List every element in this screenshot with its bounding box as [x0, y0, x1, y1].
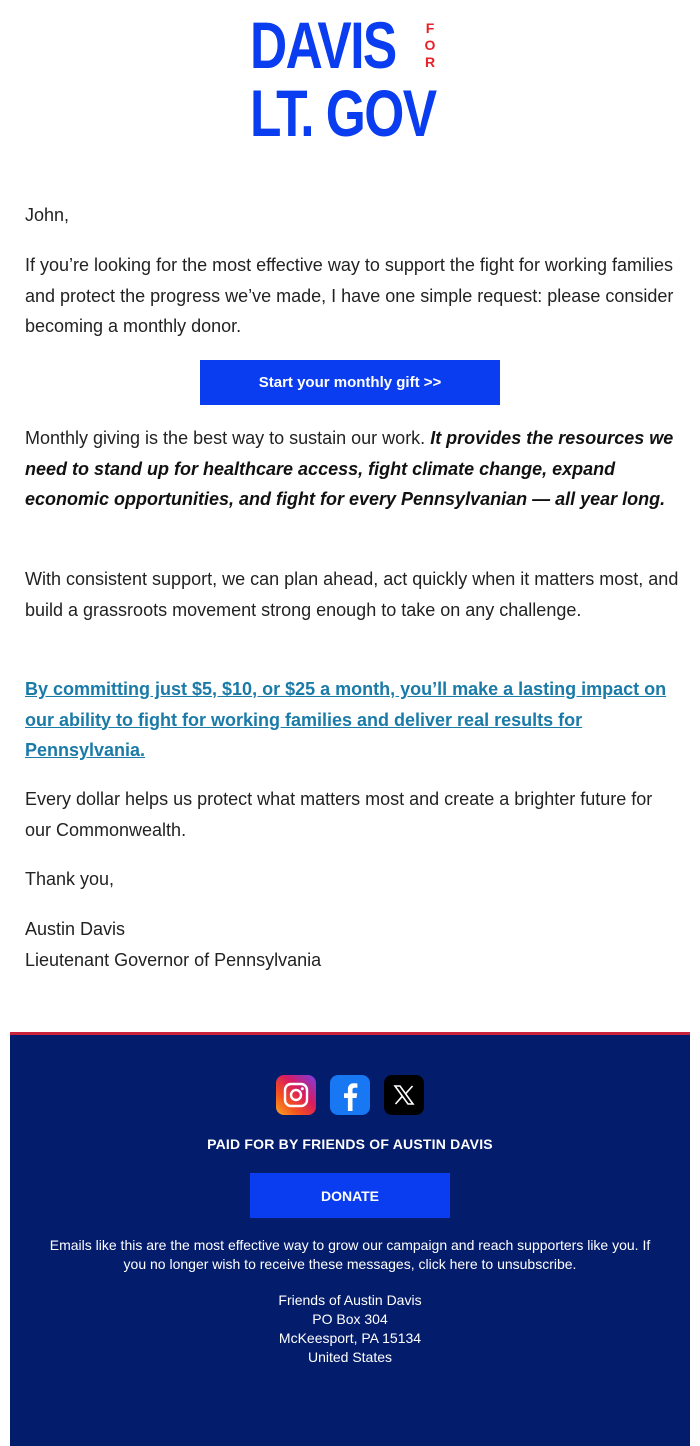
support-paragraph: With consistent support, we can plan ahead, act quickly when it matters most, and build a grassroots movement strong enough to take on any challenge. [25, 569, 679, 620]
every-dollar-paragraph: Every dollar helps us protect what matters most and create a brighter future for our Commonwealth. [25, 789, 653, 840]
paid-for-disclaimer: PAID FOR BY FRIENDS OF AUSTIN DAVIS [207, 1136, 493, 1152]
address-line: Friends of Austin Davis [278, 1292, 422, 1308]
emphasis-text: It provides the resources we need to stand up for healthcare access, fight climate change, expand economic opportunities, and fight for every Pennsylvanian — all year long. [25, 428, 674, 509]
closing: Thank you, [25, 869, 115, 889]
donation-link-paragraph [25, 674, 680, 766]
signature-name: Austin Davis [25, 919, 126, 939]
logo-line-lt-gov: LT. GOV [250, 76, 436, 150]
address-line: PO Box 304 [312, 1311, 388, 1327]
signature [25, 914, 680, 975]
greeting: John, [25, 205, 70, 225]
logo-line-davis: DAVIS [250, 8, 396, 82]
facebook-icon[interactable] [330, 1075, 370, 1115]
address-line: United States [307, 1349, 393, 1365]
start-monthly-gift-button[interactable]: Start your monthly gift >> [200, 360, 500, 405]
logo-for-letter: F [425, 20, 435, 36]
unsubscribe-text[interactable]: Emails like this are the most effective way to grow our campaign and reach supporters like you. If you no longer wish to receive these messages, click here to unsubscribe. [49, 1237, 651, 1272]
donation-amounts-link[interactable]: By committing just $5, $10, or $25 a month, you’ll make a lasting impact on our ability to fight for working families and deliver real results for Pennsylvania. [25, 679, 667, 760]
monthly-giving-paragraph [25, 423, 680, 515]
instagram-icon[interactable] [276, 1075, 316, 1115]
social-links [10, 1075, 690, 1115]
address-line: McKeesport, PA 15134 [278, 1330, 422, 1346]
x-icon[interactable] [384, 1075, 424, 1115]
paragraph-text: Monthly giving is the best way to sustain our work. [25, 428, 431, 448]
intro-paragraph: If you’re looking for the most effective way to support the fight for working families and protect the progress we’ve made, I have one simple request: please consider becoming a monthly donor. [25, 255, 674, 336]
email-footer [10, 1032, 690, 1446]
logo-for [420, 20, 440, 71]
signature-title: Lieutenant Governor of Pennsylvania [25, 949, 322, 970]
logo-for-letter: O [424, 37, 436, 53]
campaign-logo [250, 8, 450, 150]
donate-button[interactable]: DONATE [250, 1173, 450, 1218]
mailing-address [10, 1291, 690, 1367]
logo-for-letter: R [424, 54, 436, 70]
